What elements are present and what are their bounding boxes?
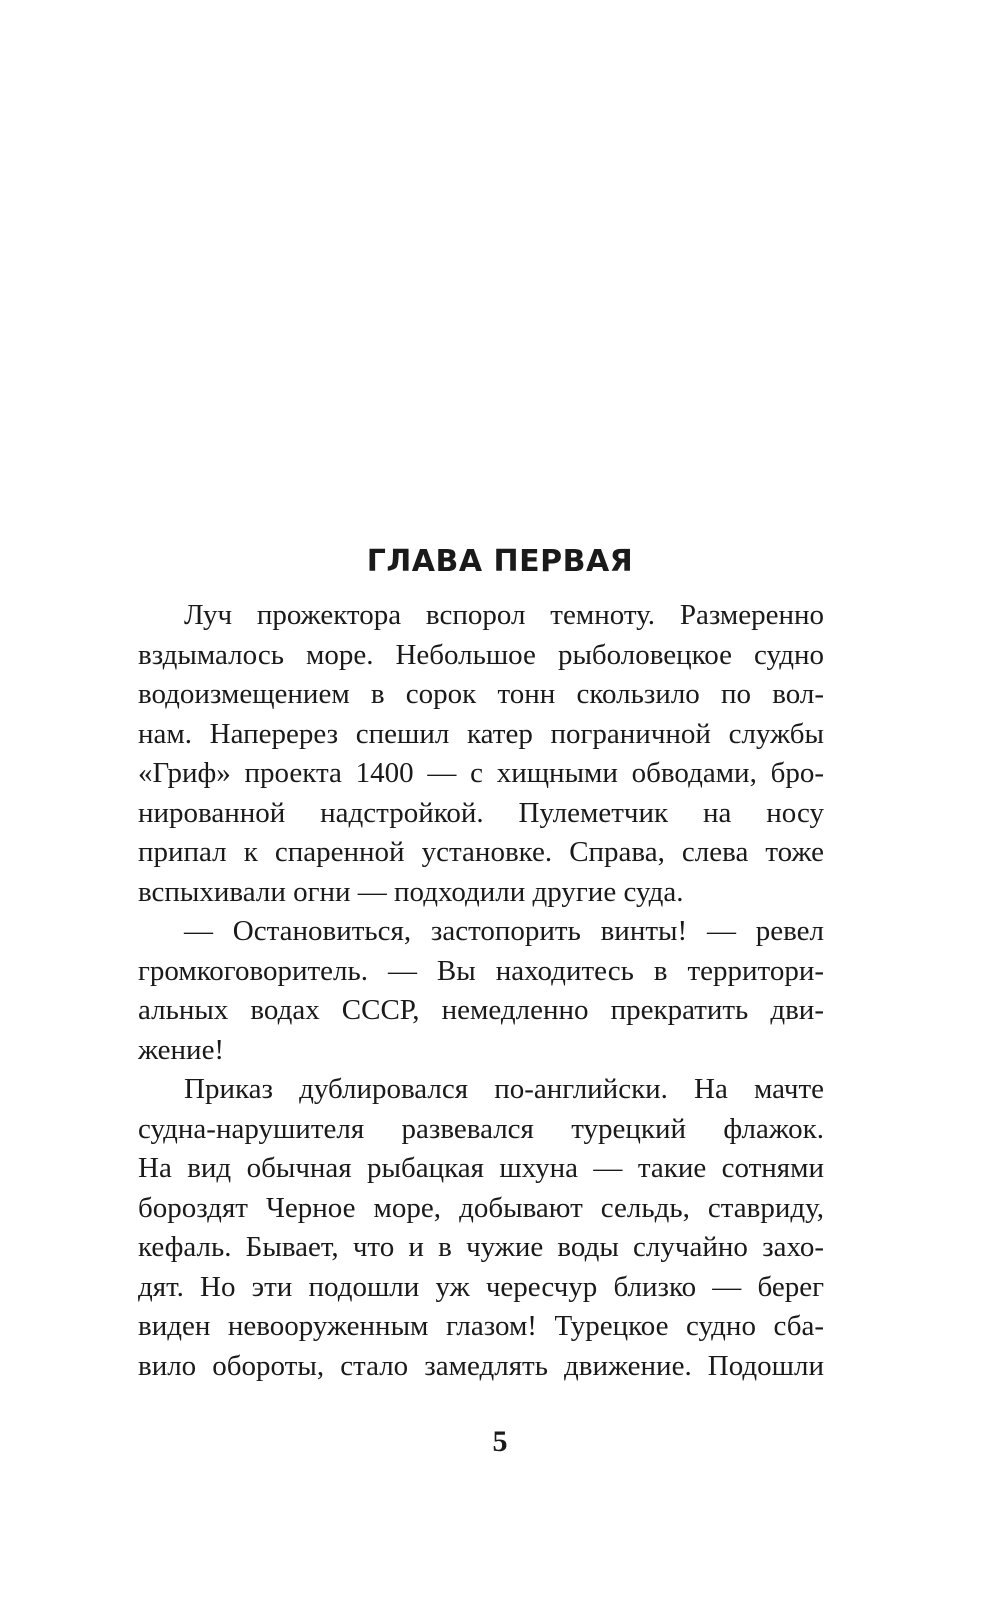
text-line: громкоговоритель. — Вы находитесь в территори- [138,954,824,987]
text-line: — Остановиться, застопорить винты! — ревел [184,915,824,947]
text-line: дят. Но эти подошли уж чересчур близко — берег [138,1270,824,1303]
text-line: бороздят Черное море, добывают сельдь, ставриду, [138,1191,824,1224]
text-line: альных водах СССР, немедленно прекратить дви- [138,994,824,1026]
text-line: вздымалось море. Небольшое рыболовецкое судно [138,638,824,671]
page-number: 5 [492,1425,508,1458]
text-line: Луч прожектора вспорол темноту. Размеренно [184,599,824,631]
text-line: На вид обычная рыбацкая шхуна — такие сотнями [138,1152,824,1184]
text-line: Приказ дублировался по-английски. На мачте [184,1073,824,1105]
text-line: припал к спаренной установке. Справа, слева тоже [138,836,824,868]
text-line: нированной надстройкой. Пулеметчик на носу [138,796,824,829]
text-line: нам. Наперерез спешил катер пограничной службы [138,717,824,750]
text-line: жение! [138,1033,225,1066]
text-line: судна-нарушителя развевался турецкий флажок. [138,1112,824,1145]
text-line: кефаль. Бывает, что и в чужие воды случайно захо- [138,1231,824,1263]
chapter-title: ГЛАВА ПЕРВАЯ [366,544,634,579]
text-line: водоизмещением в сорок тонн скользило по вол- [138,678,824,710]
text-line: вило обороты, стало замедлять движение. Подошли [138,1349,824,1382]
text-line: «Гриф» проекта 1400 — с хищными обводами, бро- [138,757,824,789]
text-line: вспыхивали огни — подходили другие суда. [138,875,684,908]
body-text [138,596,824,1386]
text-line: виден невооруженным глазом! Турецкое судно сба- [138,1310,824,1342]
